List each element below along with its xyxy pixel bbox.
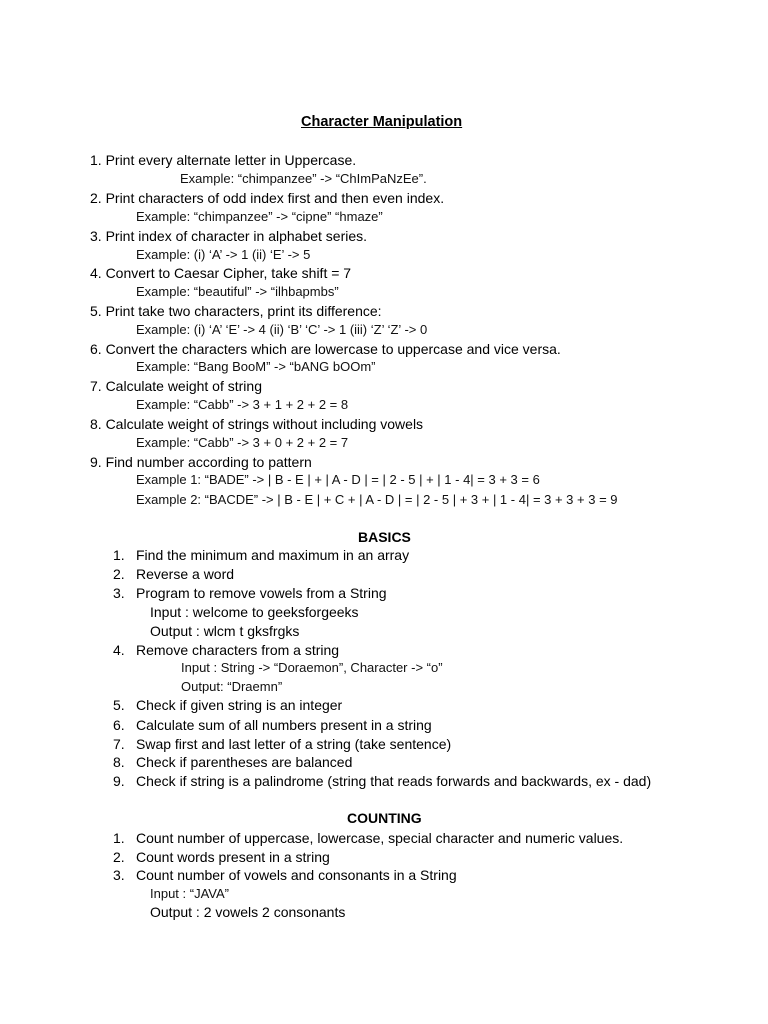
list-number: 2.: [113, 566, 125, 582]
list-item: Calculate sum of all numbers present in a string: [136, 717, 432, 733]
list-item: 1. Print every alternate letter in Uppercase.: [90, 152, 357, 168]
list-item: Find the minimum and maximum in an array: [136, 547, 410, 563]
list-item: 9. Find number according to pattern: [90, 454, 312, 470]
list-number: 5.: [113, 697, 125, 713]
list-item: Remove characters from a string: [136, 642, 340, 658]
list-number: 4.: [113, 642, 125, 658]
list-item-output: Output: “Draemn”: [181, 679, 283, 694]
list-item-input: Input : “JAVA”: [150, 886, 229, 901]
list-item-example: Example 1: “BADE” -> | B - E | + | A - D | = | 2 - 5 | + | 1 - 4| = 3 + 3 = 6: [136, 472, 540, 487]
list-number: 3.: [113, 867, 125, 883]
list-item-input: Input : String -> “Doraemon”, Character -> “o”: [181, 660, 443, 675]
list-number: 2.: [113, 849, 125, 865]
list-item: Count words present in a string: [136, 849, 330, 865]
list-item-example: Example: “Cabb” -> 3 + 0 + 2 + 2 = 7: [136, 435, 349, 450]
list-item-example: Example: (i) ‘A’ -> 1 (ii) ‘E’ -> 5: [136, 247, 311, 262]
list-item: Count number of vowels and consonants in a String: [136, 867, 457, 883]
list-item: Check if string is a palindrome (string that reads forwards and backwards, ex - dad): [136, 773, 652, 789]
list-item: Check if given string is an integer: [136, 697, 343, 713]
list-item-example: Example: “Bang BooM” -> “bANG bOOm”: [136, 359, 376, 374]
list-item: 3. Print index of character in alphabet series.: [90, 228, 368, 244]
list-item: Count number of uppercase, lowercase, special character and numeric values.: [136, 830, 624, 846]
list-number: 6.: [113, 717, 125, 733]
list-item: Reverse a word: [136, 566, 235, 582]
section-heading-counting: COUNTING: [347, 810, 422, 826]
list-item-input: Input : welcome to geeksforgeeks: [150, 604, 359, 620]
list-item-example: Example: “chimpanzee” -> “ChImPaNzEe”.: [180, 171, 427, 186]
list-item: Swap first and last letter of a string (take sentence): [136, 736, 452, 752]
list-number: 1.: [113, 830, 125, 846]
list-item: 2. Print characters of odd index first and then even index.: [90, 190, 445, 206]
list-item-example: Example: “beautiful” -> “ilhbapmbs”: [136, 284, 339, 299]
list-item: 4. Convert to Caesar Cipher, take shift = 7: [90, 265, 352, 281]
list-item: 6. Convert the characters which are lowercase to uppercase and vice versa.: [90, 341, 561, 357]
list-item: Program to remove vowels from a String: [136, 585, 387, 601]
list-item-output: Output : 2 vowels 2 consonants: [150, 904, 346, 920]
list-number: 3.: [113, 585, 125, 601]
list-item-example: Example: (i) ‘A’ ‘E’ -> 4 (ii) ‘B’ ‘C’ -> 1 (iii) ‘Z’ ‘Z’ -> 0: [136, 322, 428, 337]
list-item-example: Example 2: “BACDE” -> | B - E | + C + | A - D | = | 2 - 5 | + 3 + | 1 - 4| = 3 + 3 + 3 = 9: [136, 492, 618, 507]
list-item-example: Example: “Cabb” -> 3 + 1 + 2 + 2 = 8: [136, 397, 349, 412]
list-item: 5. Print take two characters, print its difference:: [90, 303, 382, 319]
list-number: 7.: [113, 736, 125, 752]
list-item-example: Example: “chimpanzee” -> “cipne” “hmaze”: [136, 209, 383, 224]
list-number: 8.: [113, 754, 125, 770]
list-number: 1.: [113, 547, 125, 563]
list-item: Check if parentheses are balanced: [136, 754, 353, 770]
list-number: 9.: [113, 773, 125, 789]
section-heading-basics: BASICS: [358, 529, 411, 545]
list-item: 7. Calculate weight of string: [90, 378, 262, 394]
list-item: 8. Calculate weight of strings without including vowels: [90, 416, 424, 432]
list-item-output: Output : wlcm t gksfrgks: [150, 623, 300, 639]
page-title: Character Manipulation: [301, 114, 463, 130]
